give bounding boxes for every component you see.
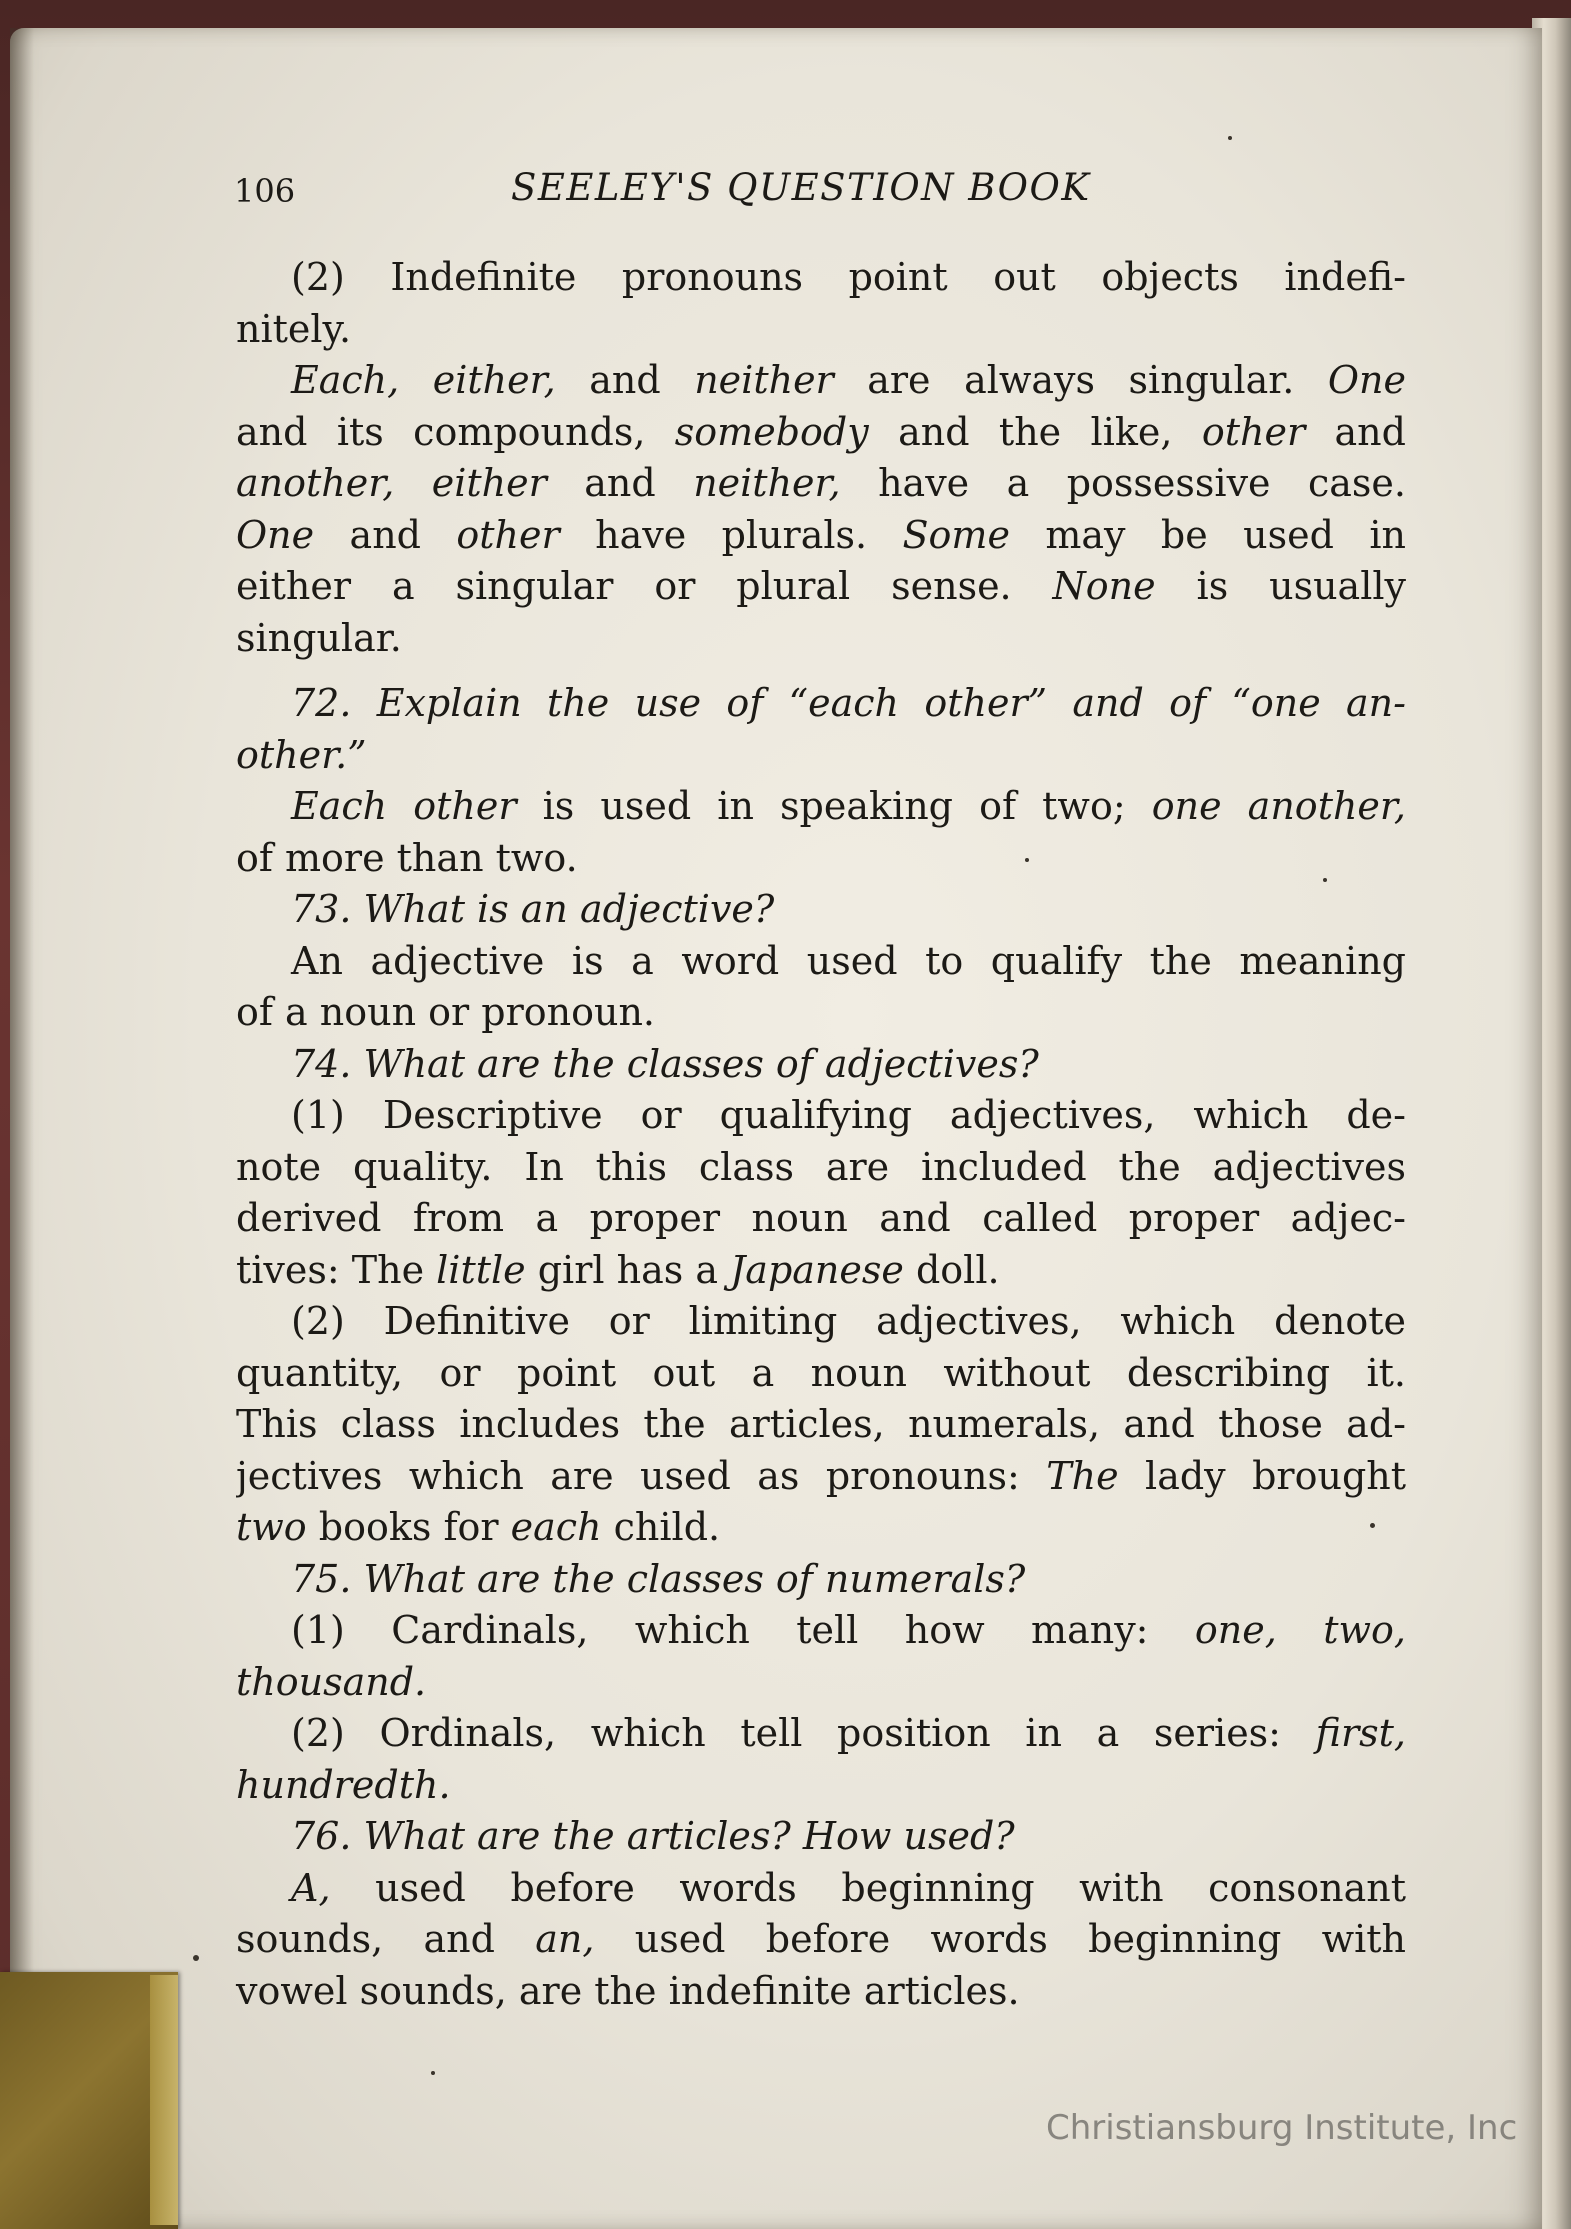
text-line: thousand. <box>236 1659 427 1704</box>
text-line: One and other have plurals. Some may be used in <box>236 512 1406 557</box>
text-line: two books for each child. <box>236 1505 721 1549</box>
text-line: jectives which are used as pronouns: The lady brought <box>236 1453 1406 1498</box>
text-line: (2) Definitive or limiting adjectives, which denote <box>291 1299 1406 1343</box>
watermark: Christiansburg Institute, Inc <box>1046 2108 1518 2148</box>
text-line: An adjective is a word used to qualify the meaning <box>291 938 1406 983</box>
page-number: 106 <box>234 172 296 210</box>
page-body <box>236 252 1406 2017</box>
gutter-shadow <box>10 28 34 2229</box>
text-line: singular. <box>236 615 402 660</box>
text-line: and its compounds, somebody and the like, other and <box>236 409 1406 454</box>
text-line: of more than two. <box>236 835 578 880</box>
text-line: nitely. <box>236 306 352 351</box>
paper-speck <box>1025 858 1029 862</box>
text-line: Each, either, and neither are always singular. One <box>291 358 1406 402</box>
text-line: tives: The little girl has a Japanese doll. <box>236 1247 1000 1292</box>
text-line: (1) Cardinals, which tell how many: one, two, <box>291 1608 1406 1652</box>
text-line: This class includes the articles, numerals, and those ad- <box>236 1402 1406 1446</box>
text-line: hundredth. <box>236 1762 451 1807</box>
text-line: quantity, or point out a noun without describing it. <box>236 1350 1406 1395</box>
text-line: (2) Indefinite pronouns point out objects indefi- <box>291 255 1406 299</box>
text-line: either a singular or plural sense. None is usually <box>236 564 1406 608</box>
text-line: (2) Ordinals, which tell position in a series: first, <box>291 1711 1406 1755</box>
question-line: 75. What are the classes of numerals? <box>291 1556 1026 1601</box>
page-header <box>234 166 1134 216</box>
text-line: sounds, and an, used before words beginning with <box>236 1917 1406 1961</box>
text-line: another, either and neither, have a possessive case. <box>236 461 1406 505</box>
question-line: other.” <box>236 732 367 777</box>
text-line: note quality. In this class are included the adjectives <box>236 1144 1406 1189</box>
text-line: (1) Descriptive or qualifying adjectives, which de- <box>291 1093 1406 1137</box>
paper-speck <box>1370 1523 1375 1528</box>
text-line: derived from a proper noun and called proper adjec- <box>236 1196 1406 1240</box>
paper-speck <box>193 1955 199 1961</box>
text-line: Each other is used in speaking of two; one another, <box>291 784 1406 828</box>
text-line: A, used before words beginning with consonant <box>291 1865 1406 1910</box>
running-head: SEELEY'S QUESTION BOOK <box>511 166 1091 209</box>
question-line: 72. Explain the use of “each other” and of “one an- <box>291 681 1406 725</box>
question-line: 76. What are the articles? How used? <box>291 1814 1015 1858</box>
paper-speck <box>1323 878 1327 882</box>
text-line: of a noun or pronoun. <box>236 990 656 1034</box>
question-line: 74. What are the classes of adjectives? <box>291 1041 1039 1086</box>
paper-speck <box>431 2071 435 2075</box>
bookmark-tab-edge <box>150 1975 178 2225</box>
text-line: vowel sounds, are the indefinite articles. <box>236 1968 1020 2013</box>
question-line: 73. What is an adjective? <box>291 887 775 931</box>
paper-speck <box>1228 136 1232 140</box>
